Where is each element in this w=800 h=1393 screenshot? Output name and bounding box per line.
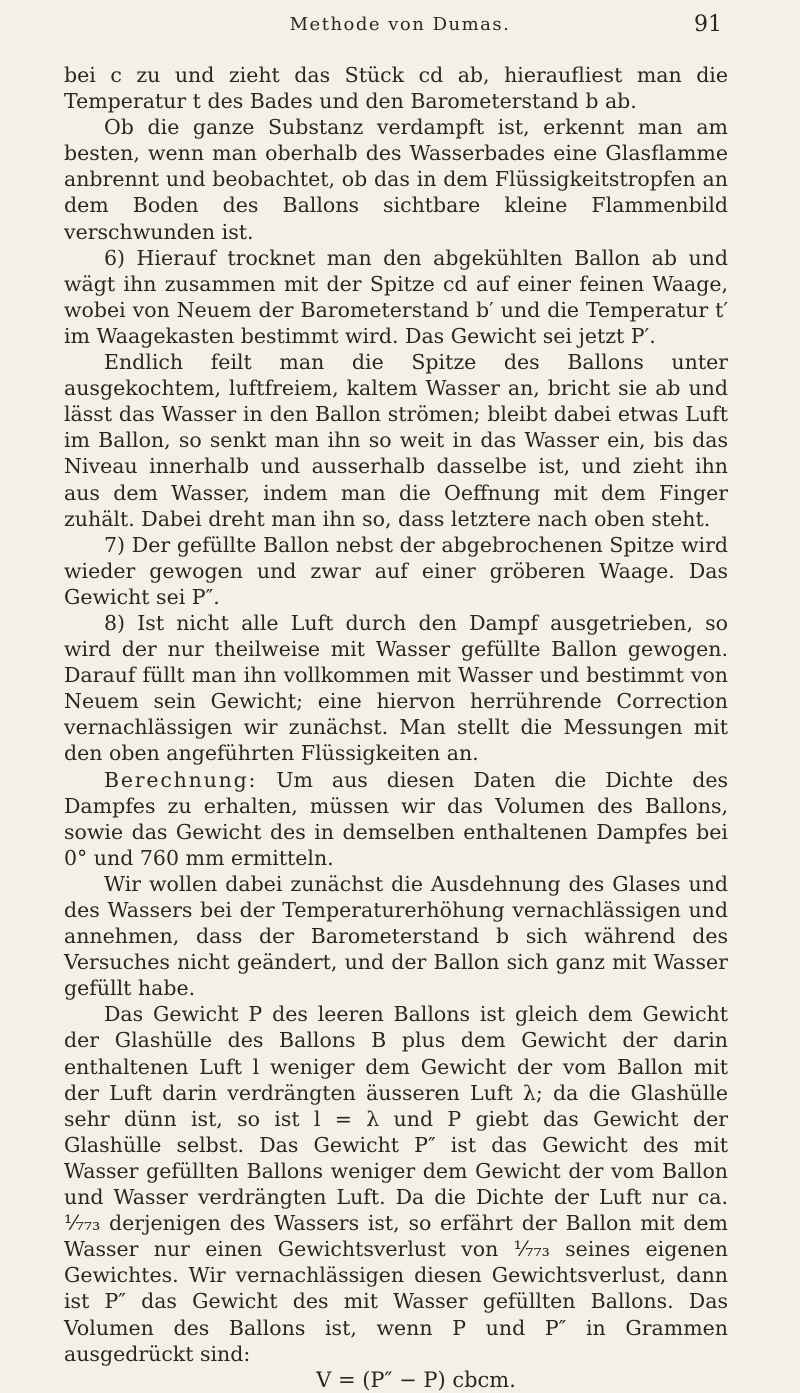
section-label: Berechnung:: [104, 767, 258, 792]
running-title: Methode von Dumas.: [289, 14, 511, 35]
paragraph: [64, 767, 728, 871]
paragraph: Wir wollen dabei zunächst die Ausdehnung des Glases und des Wassers bei der Temperaturerhöhung vernachlässigen und annehmen, dass der Barometerstand b sich während des Versuches nicht geändert, und der Ballon sich ganz mit Wasser gefüllt habe.: [64, 871, 728, 1001]
paragraph: Ob die ganze Substanz verdampft ist, erkennt man am besten, wenn man oberhalb des Wasserbades eine Glasflamme anbrennt und beobachtet, ob das in dem Flüssigkeitstropfen an dem Boden des Ballons sichtbare kleine Flammenbild verschwunden ist.: [64, 115, 728, 244]
paragraph: 7) Der gefüllte Ballon nebst der abgebrochenen Spitze wird wieder gewogen und zwar auf einer gröberen Waage. Das Gewicht sei P″.: [64, 532, 728, 609]
paragraph-text: Um aus diesen Daten die Dichte des Dampfes zu erhalten, müssen wir das Volumen des Ballons, sowie das Gewicht des in demselben enthaltenen Dampfes bei 0° und 760 mm ermitteln.: [64, 767, 728, 870]
paragraph: bei c zu und zieht das Stück cd ab, hieraufliest man die Temperatur t des Bades und den Barometerstand b ab.: [64, 63, 728, 114]
paragraph: Endlich feilt man die Spitze des Ballons unter ausgekochtem, luftfreiem, kaltem Wasser an, bricht sie ab und lässt das Wasser in den Ballon strömen; bleibt dabei etwas Luft im Ballon, so senkt man ihn so weit in das Wasser ein, bis das Niveau innerhalb und ausserhalb dasselbe ist, und zieht ihn aus dem Wasser, indem man die Oeffnung mit dem Finger zuhält. Dabei dreht man ihn so, dass letztere nach oben steht.: [64, 350, 728, 531]
paragraph: 8) Ist nicht alle Luft durch den Dampf ausgetrieben, so wird der nur theilweise mit Wasser gefüllte Ballon gewogen. Darauf füllt man ihn vollkommen mit Wasser und bestimmt von Neuem sein Gewicht; eine hiervon herrührende Correction vernachlässigen wir zunächst. Man stellt die Messungen mit den oben angeführten Flüssigkeiten an.: [64, 610, 728, 766]
formula: V = (P″ − P) cbcm.: [316, 1367, 516, 1392]
body-text: [64, 62, 728, 1393]
page-number: 91: [694, 12, 722, 37]
paragraph: Das Gewicht P des leeren Ballons ist gleich dem Gewicht der Glashülle des Ballons B plus dem Gewicht der darin enthaltenen Luft l weniger dem Gewicht der vom Ballon mit der Luft darin verdrängten äusseren Luft λ; da die Glashülle sehr dünn ist, so ist l = λ und P giebt das Gewicht der Glashülle selbst. Das Gewicht P″ ist das Gewicht des mit Wasser gefüllten Ballons weniger dem Gewicht der vom Ballon und Wasser verdrängten Luft. Da die Dichte der Luft nur ca. ¹⁄₇₇₃ derjenigen des Wassers ist, so erfährt der Ballon mit dem Wasser nur einen Gewichtsverlust von ¹⁄₇₇₃ seines eigenen Gewichtes. Wir vernachlässigen diesen Gewichtsverlust, dann ist P″ das Gewicht des mit Wasser gefüllten Ballons. Das Volumen des Ballons ist, wenn P und P″ in Grammen ausgedrückt sind:: [64, 1002, 728, 1366]
paragraph: 6) Hierauf trocknet man den abgekühlten Ballon ab und wägt ihn zusammen mit der Spitze cd auf einer feinen Waage, wobei von Neuem der Barometerstand b′ und die Temperatur t′ im Waagekasten bestimmt wird. Das Gewicht sei jetzt P′.: [64, 245, 728, 348]
